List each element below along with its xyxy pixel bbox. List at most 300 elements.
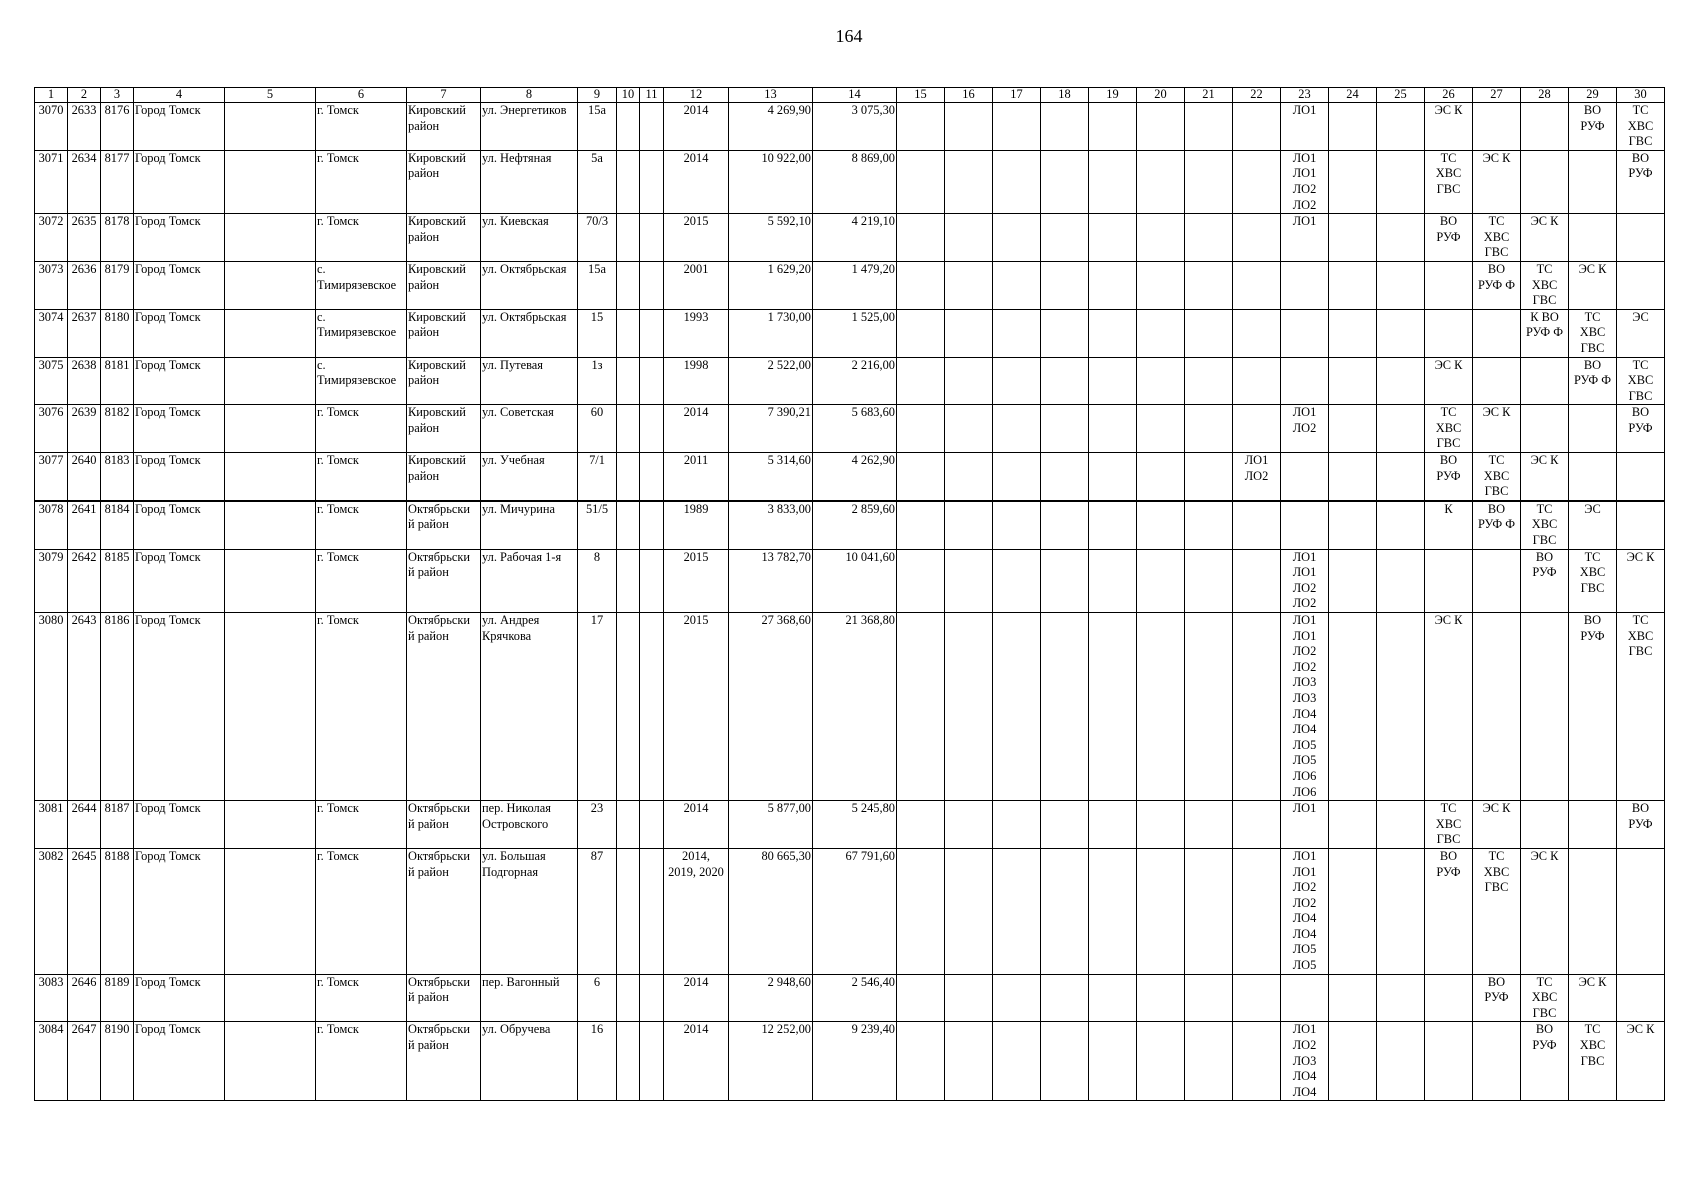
cell-col-17 [993, 261, 1041, 309]
cell-col-9: 60 [578, 405, 617, 453]
cell-col-11 [640, 405, 664, 453]
cell-col-14: 8 869,00 [813, 150, 897, 213]
cell-col-12: 2014 [664, 974, 729, 1022]
cell-col-19 [1089, 150, 1137, 213]
cell-col-2: 2638 [68, 357, 101, 405]
cell-col-3: 8180 [101, 309, 134, 357]
cell-col-19 [1089, 848, 1137, 974]
table-row [35, 309, 1665, 357]
cell-col-17 [993, 357, 1041, 405]
cell-col-19 [1089, 501, 1137, 549]
cell-col-27: ЭС К [1473, 150, 1521, 213]
cell-col-26 [1425, 309, 1473, 357]
cell-col-25 [1377, 405, 1425, 453]
table-row [35, 501, 1665, 549]
cell-col-13: 27 368,60 [729, 613, 813, 801]
cell-col-25 [1377, 1022, 1425, 1101]
cell-col-8: ул. Учебная [481, 453, 578, 501]
cell-col-18 [1041, 549, 1089, 612]
cell-col-17 [993, 309, 1041, 357]
cell-col-29: ВО РУФ [1569, 103, 1617, 151]
cell-col-19 [1089, 261, 1137, 309]
cell-col-26: ТС ХВС ГВС [1425, 801, 1473, 849]
cell-col-21 [1185, 150, 1233, 213]
cell-col-18 [1041, 613, 1089, 801]
cell-col-5 [225, 357, 316, 405]
cell-col-25 [1377, 261, 1425, 309]
cell-col-13: 1 629,20 [729, 261, 813, 309]
cell-col-16 [945, 848, 993, 974]
cell-col-17 [993, 801, 1041, 849]
cell-col-22 [1233, 309, 1281, 357]
cell-col-25 [1377, 613, 1425, 801]
cell-col-6: г. Томск [316, 801, 407, 849]
cell-col-14: 1 525,00 [813, 309, 897, 357]
cell-col-28: ВО РУФ [1521, 1022, 1569, 1101]
cell-col-6: г. Томск [316, 1022, 407, 1101]
cell-col-21 [1185, 405, 1233, 453]
cell-col-29 [1569, 453, 1617, 501]
cell-col-12: 2014, 2019, 2020 [664, 848, 729, 974]
cell-col-4: Город Томск [134, 261, 225, 309]
cell-col-17 [993, 214, 1041, 262]
cell-col-3: 8183 [101, 453, 134, 501]
cell-col-2: 2640 [68, 453, 101, 501]
cell-col-8: ул. Советская [481, 405, 578, 453]
cell-col-3: 8185 [101, 549, 134, 612]
cell-col-30 [1617, 848, 1665, 974]
column-header-17: 17 [993, 88, 1041, 103]
cell-col-29: ТС ХВС ГВС [1569, 549, 1617, 612]
cell-col-11 [640, 453, 664, 501]
cell-col-2: 2645 [68, 848, 101, 974]
cell-col-29: ЭС К [1569, 261, 1617, 309]
cell-col-20 [1137, 613, 1185, 801]
cell-col-6: г. Томск [316, 214, 407, 262]
cell-col-10 [617, 309, 640, 357]
cell-col-22 [1233, 974, 1281, 1022]
cell-col-26 [1425, 974, 1473, 1022]
cell-col-25 [1377, 150, 1425, 213]
cell-col-11 [640, 214, 664, 262]
cell-col-18 [1041, 103, 1089, 151]
cell-col-29: ТС ХВС ГВС [1569, 1022, 1617, 1101]
cell-col-27: ТС ХВС ГВС [1473, 214, 1521, 262]
column-header-27: 27 [1473, 88, 1521, 103]
column-header-26: 26 [1425, 88, 1473, 103]
register-table [34, 87, 1665, 1101]
cell-col-5 [225, 549, 316, 612]
column-header-10: 10 [617, 88, 640, 103]
table-row [35, 549, 1665, 612]
cell-col-24 [1329, 103, 1377, 151]
column-header-21: 21 [1185, 88, 1233, 103]
cell-col-9: 87 [578, 848, 617, 974]
cell-col-4: Город Томск [134, 103, 225, 151]
cell-col-13: 5 877,00 [729, 801, 813, 849]
cell-col-27: ТС ХВС ГВС [1473, 453, 1521, 501]
cell-col-25 [1377, 501, 1425, 549]
cell-col-24 [1329, 801, 1377, 849]
column-header-16: 16 [945, 88, 993, 103]
cell-col-12: 2014 [664, 103, 729, 151]
cell-col-16 [945, 214, 993, 262]
cell-col-13: 13 782,70 [729, 549, 813, 612]
cell-col-9: 8 [578, 549, 617, 612]
cell-col-22 [1233, 261, 1281, 309]
column-header-25: 25 [1377, 88, 1425, 103]
cell-col-2: 2646 [68, 974, 101, 1022]
cell-col-30: ВО РУФ [1617, 150, 1665, 213]
cell-col-11 [640, 613, 664, 801]
cell-col-28: ЭС К [1521, 848, 1569, 974]
column-header-13: 13 [729, 88, 813, 103]
cell-col-24 [1329, 501, 1377, 549]
cell-col-22 [1233, 501, 1281, 549]
cell-col-9: 70/3 [578, 214, 617, 262]
cell-col-10 [617, 801, 640, 849]
cell-col-30 [1617, 501, 1665, 549]
column-header-8: 8 [481, 88, 578, 103]
cell-col-15 [897, 309, 945, 357]
cell-col-28: ТС ХВС ГВС [1521, 261, 1569, 309]
cell-col-16 [945, 501, 993, 549]
cell-col-7: Октябрьски й район [407, 613, 481, 801]
cell-col-12: 1998 [664, 357, 729, 405]
cell-col-23 [1281, 974, 1329, 1022]
cell-col-23: ЛО1 [1281, 801, 1329, 849]
cell-col-9: 23 [578, 801, 617, 849]
cell-col-7: Кировский район [407, 214, 481, 262]
cell-col-14: 67 791,60 [813, 848, 897, 974]
cell-col-22 [1233, 848, 1281, 974]
cell-col-22 [1233, 150, 1281, 213]
cell-col-4: Город Томск [134, 1022, 225, 1101]
cell-col-5 [225, 501, 316, 549]
cell-col-24 [1329, 453, 1377, 501]
cell-col-13: 3 833,00 [729, 501, 813, 549]
cell-col-26: ЭС К [1425, 613, 1473, 801]
cell-col-28 [1521, 103, 1569, 151]
cell-col-23 [1281, 501, 1329, 549]
cell-col-16 [945, 453, 993, 501]
cell-col-7: Кировский район [407, 150, 481, 213]
cell-col-15 [897, 261, 945, 309]
cell-col-26: К [1425, 501, 1473, 549]
cell-col-15 [897, 405, 945, 453]
table-row [35, 801, 1665, 849]
cell-col-17 [993, 1022, 1041, 1101]
cell-col-6: с. Тимирязевское [316, 261, 407, 309]
cell-col-16 [945, 309, 993, 357]
column-header-4: 4 [134, 88, 225, 103]
cell-col-12: 1989 [664, 501, 729, 549]
cell-col-1: 3073 [35, 261, 68, 309]
cell-col-27 [1473, 613, 1521, 801]
cell-col-3: 8182 [101, 405, 134, 453]
cell-col-6: г. Томск [316, 103, 407, 151]
cell-col-3: 8186 [101, 613, 134, 801]
cell-col-14: 9 239,40 [813, 1022, 897, 1101]
cell-col-21 [1185, 613, 1233, 801]
cell-col-3: 8179 [101, 261, 134, 309]
cell-col-4: Город Томск [134, 405, 225, 453]
cell-col-27 [1473, 357, 1521, 405]
cell-col-19 [1089, 309, 1137, 357]
cell-col-16 [945, 613, 993, 801]
cell-col-11 [640, 1022, 664, 1101]
cell-col-3: 8189 [101, 974, 134, 1022]
cell-col-26: ВО РУФ [1425, 848, 1473, 974]
cell-col-25 [1377, 549, 1425, 612]
cell-col-30 [1617, 261, 1665, 309]
cell-col-2: 2641 [68, 501, 101, 549]
cell-col-8: ул. Октябрьская [481, 309, 578, 357]
cell-col-27: ЭС К [1473, 405, 1521, 453]
cell-col-2: 2639 [68, 405, 101, 453]
cell-col-14: 2 859,60 [813, 501, 897, 549]
cell-col-6: г. Томск [316, 405, 407, 453]
cell-col-18 [1041, 309, 1089, 357]
cell-col-3: 8181 [101, 357, 134, 405]
cell-col-14: 2 216,00 [813, 357, 897, 405]
cell-col-18 [1041, 501, 1089, 549]
cell-col-11 [640, 261, 664, 309]
table-body [35, 103, 1665, 1101]
cell-col-10 [617, 261, 640, 309]
cell-col-29 [1569, 214, 1617, 262]
cell-col-13: 7 390,21 [729, 405, 813, 453]
cell-col-5 [225, 103, 316, 151]
cell-col-8: ул. Энергетиков [481, 103, 578, 151]
cell-col-11 [640, 309, 664, 357]
cell-col-23: ЛО1 [1281, 214, 1329, 262]
cell-col-22 [1233, 1022, 1281, 1101]
cell-col-24 [1329, 549, 1377, 612]
cell-col-10 [617, 974, 640, 1022]
cell-col-11 [640, 501, 664, 549]
cell-col-5 [225, 848, 316, 974]
cell-col-2: 2636 [68, 261, 101, 309]
cell-col-3: 8176 [101, 103, 134, 151]
cell-col-4: Город Томск [134, 150, 225, 213]
cell-col-11 [640, 848, 664, 974]
cell-col-1: 3072 [35, 214, 68, 262]
cell-col-23 [1281, 357, 1329, 405]
cell-col-17 [993, 501, 1041, 549]
cell-col-15 [897, 214, 945, 262]
cell-col-7: Кировский район [407, 103, 481, 151]
column-header-24: 24 [1329, 88, 1377, 103]
cell-col-4: Город Томск [134, 801, 225, 849]
cell-col-19 [1089, 214, 1137, 262]
cell-col-24 [1329, 1022, 1377, 1101]
cell-col-14: 21 368,80 [813, 613, 897, 801]
cell-col-20 [1137, 453, 1185, 501]
cell-col-24 [1329, 848, 1377, 974]
cell-col-21 [1185, 103, 1233, 151]
cell-col-7: Октябрьски й район [407, 549, 481, 612]
cell-col-2: 2642 [68, 549, 101, 612]
cell-col-17 [993, 103, 1041, 151]
cell-col-29: ВО РУФ Ф [1569, 357, 1617, 405]
cell-col-26: ВО РУФ [1425, 453, 1473, 501]
column-header-14: 14 [813, 88, 897, 103]
cell-col-10 [617, 549, 640, 612]
cell-col-21 [1185, 214, 1233, 262]
cell-col-21 [1185, 549, 1233, 612]
column-header-12: 12 [664, 88, 729, 103]
cell-col-4: Город Томск [134, 501, 225, 549]
column-header-1: 1 [35, 88, 68, 103]
cell-col-15 [897, 549, 945, 612]
cell-col-10 [617, 357, 640, 405]
cell-col-7: Октябрьски й район [407, 501, 481, 549]
column-header-11: 11 [640, 88, 664, 103]
cell-col-12: 2015 [664, 549, 729, 612]
cell-col-6: г. Томск [316, 501, 407, 549]
cell-col-6: с. Тимирязевское [316, 357, 407, 405]
cell-col-9: 17 [578, 613, 617, 801]
cell-col-13: 10 922,00 [729, 150, 813, 213]
cell-col-15 [897, 501, 945, 549]
cell-col-3: 8188 [101, 848, 134, 974]
cell-col-7: Кировский район [407, 453, 481, 501]
cell-col-20 [1137, 357, 1185, 405]
cell-col-12: 2014 [664, 1022, 729, 1101]
cell-col-9: 51/5 [578, 501, 617, 549]
cell-col-8: пер. Вагонный [481, 974, 578, 1022]
cell-col-9: 1з [578, 357, 617, 405]
cell-col-23: ЛО1 ЛО1 ЛО2 ЛО2 [1281, 549, 1329, 612]
cell-col-22 [1233, 801, 1281, 849]
cell-col-26: ВО РУФ [1425, 214, 1473, 262]
cell-col-18 [1041, 1022, 1089, 1101]
cell-col-16 [945, 801, 993, 849]
cell-col-4: Город Томск [134, 214, 225, 262]
cell-col-26 [1425, 549, 1473, 612]
cell-col-1: 3084 [35, 1022, 68, 1101]
cell-col-15 [897, 1022, 945, 1101]
cell-col-17 [993, 150, 1041, 213]
cell-col-21 [1185, 801, 1233, 849]
cell-col-29 [1569, 150, 1617, 213]
cell-col-9: 15а [578, 103, 617, 151]
cell-col-14: 5 245,80 [813, 801, 897, 849]
cell-col-10 [617, 1022, 640, 1101]
cell-col-15 [897, 974, 945, 1022]
cell-col-3: 8190 [101, 1022, 134, 1101]
cell-col-13: 4 269,90 [729, 103, 813, 151]
cell-col-3: 8178 [101, 214, 134, 262]
cell-col-6: с. Тимирязевское [316, 309, 407, 357]
cell-col-30: ТС ХВС ГВС [1617, 613, 1665, 801]
cell-col-21 [1185, 501, 1233, 549]
cell-col-2: 2644 [68, 801, 101, 849]
cell-col-25 [1377, 214, 1425, 262]
cell-col-15 [897, 848, 945, 974]
cell-col-14: 2 546,40 [813, 974, 897, 1022]
cell-col-1: 3081 [35, 801, 68, 849]
column-header-9: 9 [578, 88, 617, 103]
cell-col-23: ЛО1 ЛО1 ЛО2 ЛО2 ЛО3 ЛО3 ЛО4 ЛО4 ЛО5 ЛО5 ЛО6 ЛО6 [1281, 613, 1329, 801]
cell-col-18 [1041, 405, 1089, 453]
cell-col-16 [945, 261, 993, 309]
page-number: 164 [835, 26, 863, 46]
table-row [35, 214, 1665, 262]
table-row [35, 150, 1665, 213]
cell-col-20 [1137, 801, 1185, 849]
cell-col-12: 2014 [664, 150, 729, 213]
cell-col-19 [1089, 801, 1137, 849]
cell-col-26: ЭС К [1425, 103, 1473, 151]
column-header-20: 20 [1137, 88, 1185, 103]
cell-col-20 [1137, 549, 1185, 612]
cell-col-30 [1617, 214, 1665, 262]
cell-col-5 [225, 801, 316, 849]
cell-col-8: пер. Николая Островского [481, 801, 578, 849]
cell-col-21 [1185, 309, 1233, 357]
cell-col-30: ТС ХВС ГВС [1617, 357, 1665, 405]
cell-col-6: г. Томск [316, 613, 407, 801]
cell-col-1: 3070 [35, 103, 68, 151]
column-header-7: 7 [407, 88, 481, 103]
cell-col-28 [1521, 613, 1569, 801]
cell-col-16 [945, 150, 993, 213]
cell-col-25 [1377, 848, 1425, 974]
cell-col-1: 3080 [35, 613, 68, 801]
cell-col-16 [945, 1022, 993, 1101]
cell-col-14: 1 479,20 [813, 261, 897, 309]
cell-col-9: 16 [578, 1022, 617, 1101]
cell-col-24 [1329, 405, 1377, 453]
cell-col-12: 2001 [664, 261, 729, 309]
cell-col-20 [1137, 1022, 1185, 1101]
cell-col-3: 8187 [101, 801, 134, 849]
cell-col-14: 5 683,60 [813, 405, 897, 453]
cell-col-23: ЛО1 ЛО2 ЛО3 ЛО4 ЛО4 [1281, 1022, 1329, 1101]
cell-col-23 [1281, 453, 1329, 501]
cell-col-3: 8184 [101, 501, 134, 549]
cell-col-2: 2633 [68, 103, 101, 151]
cell-col-11 [640, 549, 664, 612]
cell-col-13: 2 522,00 [729, 357, 813, 405]
cell-col-15 [897, 613, 945, 801]
cell-col-19 [1089, 357, 1137, 405]
table-row [35, 613, 1665, 801]
cell-col-17 [993, 405, 1041, 453]
cell-col-19 [1089, 613, 1137, 801]
cell-col-4: Город Томск [134, 848, 225, 974]
cell-col-18 [1041, 453, 1089, 501]
cell-col-21 [1185, 357, 1233, 405]
cell-col-5 [225, 974, 316, 1022]
cell-col-13: 5 314,60 [729, 453, 813, 501]
cell-col-2: 2647 [68, 1022, 101, 1101]
cell-col-26: ТС ХВС ГВС [1425, 405, 1473, 453]
cell-col-23: ЛО1 ЛО2 [1281, 405, 1329, 453]
cell-col-7: Кировский район [407, 405, 481, 453]
cell-col-4: Город Томск [134, 974, 225, 1022]
cell-col-16 [945, 974, 993, 1022]
cell-col-14: 10 041,60 [813, 549, 897, 612]
cell-col-28: К ВО РУФ Ф [1521, 309, 1569, 357]
cell-col-15 [897, 801, 945, 849]
cell-col-7: Октябрьски й район [407, 974, 481, 1022]
cell-col-26 [1425, 261, 1473, 309]
cell-col-28: ЭС К [1521, 214, 1569, 262]
column-header-23: 23 [1281, 88, 1329, 103]
